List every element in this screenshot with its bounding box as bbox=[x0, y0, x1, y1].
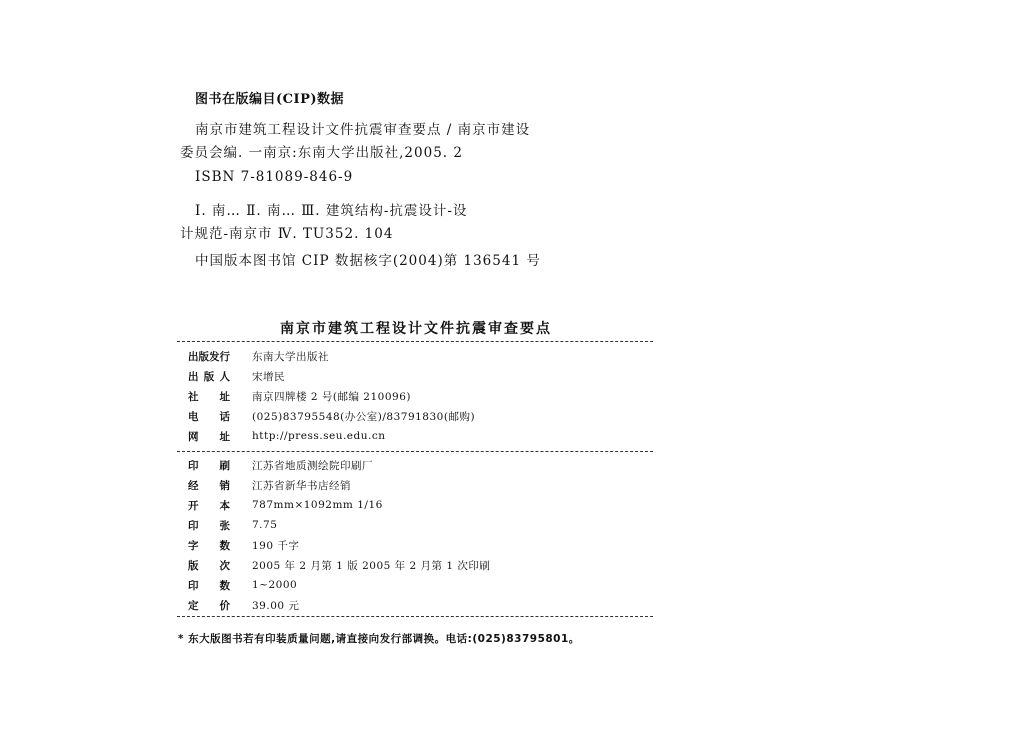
info-value: http://press.seu.edu.cn bbox=[252, 430, 386, 442]
book-title: 南京市建筑工程设计文件抗震审查要点 bbox=[280, 321, 552, 337]
info-label: 社 址 bbox=[188, 390, 230, 403]
info-row-address bbox=[188, 387, 411, 405]
info-label: 电 话 bbox=[188, 410, 230, 423]
cip-line-subjects: Ⅰ. 南… Ⅱ. 南… Ⅲ. 建筑结构-抗震设计-设 bbox=[195, 203, 468, 219]
info-row-responsible-person bbox=[188, 367, 285, 385]
cip-line-isbn: ISBN 7-81089-846-9 bbox=[195, 169, 354, 185]
info-value: (025)83795548(办公室)/83791830(邮购) bbox=[252, 410, 476, 423]
info-label: 网 址 bbox=[188, 430, 230, 443]
info-row-edition bbox=[188, 556, 490, 574]
info-row-price bbox=[188, 596, 299, 614]
info-row-publisher bbox=[188, 347, 329, 365]
info-value: 7.75 bbox=[252, 519, 278, 531]
info-row-phone bbox=[188, 407, 475, 425]
cip-line-classification: 计规范-南京市 Ⅳ. TU352. 104 bbox=[180, 226, 394, 242]
info-label: 定 价 bbox=[188, 599, 230, 612]
divider-bottom bbox=[177, 616, 653, 617]
info-label: 印 刷 bbox=[188, 459, 230, 472]
info-row-format bbox=[188, 496, 383, 514]
info-row-distributor bbox=[188, 476, 351, 494]
info-value: 39.00 元 bbox=[252, 599, 300, 612]
info-row-sheets bbox=[188, 516, 277, 534]
info-label: 出 版 人 bbox=[188, 370, 230, 383]
info-value: 南京四牌楼 2 号(邮编 210096) bbox=[252, 390, 411, 403]
info-value: 787mm×1092mm 1/16 bbox=[252, 499, 383, 511]
info-value: 江苏省地质测绘院印刷厂 bbox=[252, 459, 373, 472]
cip-line-record-number: 中国版本图书馆 CIP 数据核字(2004)第 136541 号 bbox=[195, 253, 541, 269]
info-label: 印 数 bbox=[188, 579, 230, 592]
cip-heading: 图书在版编目(CIP)数据 bbox=[195, 92, 345, 107]
footnote: * 东大版图书若有印装质量问题,请直接向发行部调换。电话:(025)83795801。 bbox=[178, 633, 580, 645]
info-label: 开 本 bbox=[188, 499, 230, 512]
info-row-print-run bbox=[188, 576, 297, 594]
info-label: 版 次 bbox=[188, 559, 230, 572]
cip-line-title: 南京市建筑工程设计文件抗震审查要点 / 南京市建设 bbox=[195, 122, 531, 138]
info-value: 宋增民 bbox=[252, 370, 285, 383]
info-label: 印 张 bbox=[188, 519, 230, 532]
info-value: 东南大学出版社 bbox=[252, 350, 329, 363]
info-value: 江苏省新华书店经销 bbox=[252, 479, 351, 492]
info-value: 1~2000 bbox=[252, 579, 298, 591]
divider-top bbox=[177, 341, 653, 342]
info-label: 字 数 bbox=[188, 539, 230, 552]
cip-line-editor: 委员会编. 一南京:东南大学出版社,2005. 2 bbox=[180, 145, 463, 161]
info-row-website bbox=[188, 427, 386, 445]
divider-middle bbox=[177, 451, 653, 452]
info-row-word-count bbox=[188, 536, 299, 554]
info-label: 经 销 bbox=[188, 479, 230, 492]
info-value: 2005 年 2 月第 1 版 2005 年 2 月第 1 次印刷 bbox=[252, 559, 491, 572]
info-label: 出 版 发 行 bbox=[188, 350, 230, 363]
info-row-printer bbox=[188, 456, 373, 474]
info-value: 190 千字 bbox=[252, 539, 300, 552]
